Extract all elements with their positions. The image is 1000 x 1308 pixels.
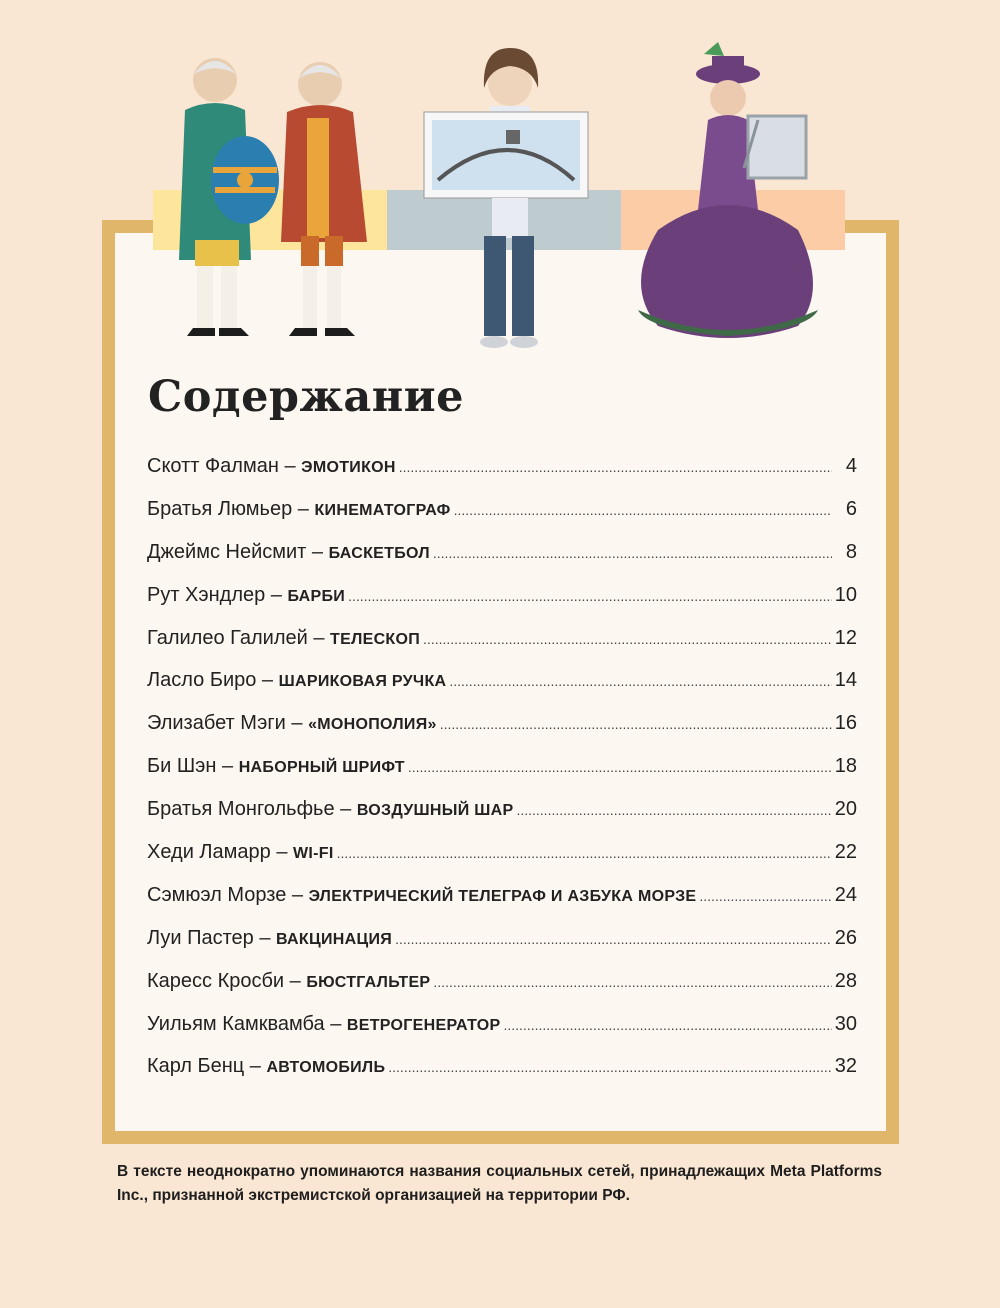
toc-dot-leader xyxy=(388,1051,831,1083)
toc-dot-leader xyxy=(516,794,831,826)
toc-entry-name: Братья Люмьер – xyxy=(147,497,309,520)
footnote: В тексте неоднократно упоминаются названия социальных сетей, принадлежащих Meta Platforms Inc., признанной экстремистской организацией на территории РФ. xyxy=(117,1163,882,1204)
toc-entry[interactable] xyxy=(147,965,857,1008)
toc-entry-page-number: 14 xyxy=(834,669,857,692)
toc-entry-page-number: 30 xyxy=(834,1012,857,1035)
toc-entry-page-number: 24 xyxy=(834,883,857,906)
toc-entry-topic: БАСКЕТБОЛ xyxy=(328,544,430,562)
toc-entry[interactable] xyxy=(147,579,857,622)
toc-entry-page-number: 8 xyxy=(845,540,857,563)
toc-entry-topic: НАБОРНЫЙ ШРИФТ xyxy=(238,759,405,777)
toc-entry-name: Элизабет Мэги – xyxy=(147,712,303,735)
toc-dot-leader xyxy=(348,580,832,612)
toc-entry-name: Братья Монгольфье – xyxy=(147,798,352,821)
toc-entry-name: Скотт Фалман – xyxy=(147,455,296,477)
toc-entry-topic: ЭМОТИКОН xyxy=(301,459,396,476)
toc-entry[interactable] xyxy=(147,836,857,879)
toc-dot-leader xyxy=(440,708,832,740)
toc-entry-page-number: 32 xyxy=(834,1055,857,1078)
toc-dot-leader xyxy=(503,1009,831,1041)
toc-dot-leader xyxy=(433,966,831,998)
toc-entry[interactable] xyxy=(147,1050,857,1093)
toc-entry-page-number: 20 xyxy=(834,798,857,821)
toc-dot-leader xyxy=(699,880,831,912)
toc-entry-name: Джеймс Нейсмит – xyxy=(147,540,324,563)
toc-entry-page-number: 28 xyxy=(834,969,857,992)
lady-in-purple-dress-illustration xyxy=(628,40,838,345)
toc-entry-topic: ВАКЦИНАЦИЯ xyxy=(276,930,393,948)
toc-entry-name: Сэмюэл Морзе – xyxy=(147,883,304,906)
toc-dot-leader xyxy=(395,923,832,955)
toc-entry-topic: ТЕЛЕСКОП xyxy=(330,630,421,648)
toc-entry-page-number: 18 xyxy=(834,755,857,778)
toc-entry-topic: WI-FI xyxy=(293,845,334,863)
toc-dot-leader xyxy=(423,623,832,655)
toc-entry-name: Луи Пастер – xyxy=(147,926,271,949)
toc-entry[interactable] xyxy=(147,707,857,750)
toc-entry-topic: ЭЛЕКТРИЧЕСКИЙ ТЕЛЕГРАФ И АЗБУКА МОРЗЕ xyxy=(308,887,697,905)
toc-entry[interactable] xyxy=(147,536,857,579)
toc-entry-topic: БАРБИ xyxy=(287,587,346,605)
inventor-with-map-illustration xyxy=(420,40,595,360)
toc-entry[interactable] xyxy=(147,664,857,707)
toc-entry-name: Уильям Камквамба – xyxy=(147,1012,342,1035)
toc-entry-topic: КИНЕМАТОГРАФ xyxy=(314,501,451,519)
toc-dot-leader xyxy=(337,837,832,869)
toc-entry-name: Каресс Кросби – xyxy=(147,969,301,992)
toc-entry-name: Рут Хэндлер – xyxy=(147,583,282,606)
toc-entry-topic: ВЕТРОГЕНЕРАТОР xyxy=(346,1016,501,1034)
toc-entry-name: Карл Бенц – xyxy=(147,1055,261,1078)
table-of-contents xyxy=(147,450,857,1093)
toc-entry-name: Галилео Галилей – xyxy=(147,626,325,649)
toc-entry-topic: АВТОМОБИЛЬ xyxy=(266,1059,386,1077)
toc-entry-topic: БЮСТГАЛЬТЕР xyxy=(306,973,431,991)
toc-entry-topic: ШАРИКОВАЯ РУЧКА xyxy=(278,673,447,691)
toc-entry-name: Би Шэн – xyxy=(147,755,234,778)
montgolfier-brothers-illustration xyxy=(165,40,395,360)
toc-entry-name: Ласло Биро – xyxy=(147,669,274,692)
toc-entry-page-number: 10 xyxy=(834,583,857,606)
toc-dot-leader xyxy=(399,451,832,483)
toc-entry-topic: ВОЗДУШНЫЙ ШАР xyxy=(356,802,514,820)
toc-entry[interactable] xyxy=(147,922,857,965)
toc-entry-page-number: 12 xyxy=(834,626,857,649)
toc-entry-page-number: 4 xyxy=(845,455,857,477)
toc-entry-topic: «МОНОПОЛИЯ» xyxy=(308,716,437,734)
toc-entry-page-number: 26 xyxy=(834,926,857,949)
toc-entry-page-number: 6 xyxy=(845,497,857,520)
toc-entry[interactable] xyxy=(147,750,857,793)
toc-entry[interactable] xyxy=(147,622,857,665)
page-title: Содержание xyxy=(148,372,464,422)
toc-entry[interactable] xyxy=(147,1008,857,1051)
toc-entry[interactable] xyxy=(147,793,857,836)
toc-entry[interactable] xyxy=(147,450,857,493)
toc-entry-name: Хеди Ламарр – xyxy=(147,841,288,864)
toc-dot-leader xyxy=(433,537,832,569)
toc-entry-page-number: 22 xyxy=(834,841,857,864)
toc-entry-page-number: 16 xyxy=(834,712,857,735)
toc-dot-leader xyxy=(449,665,831,697)
toc-entry[interactable] xyxy=(147,879,857,922)
toc-dot-leader xyxy=(454,494,832,526)
toc-entry[interactable] xyxy=(147,493,857,536)
toc-dot-leader xyxy=(408,751,832,783)
